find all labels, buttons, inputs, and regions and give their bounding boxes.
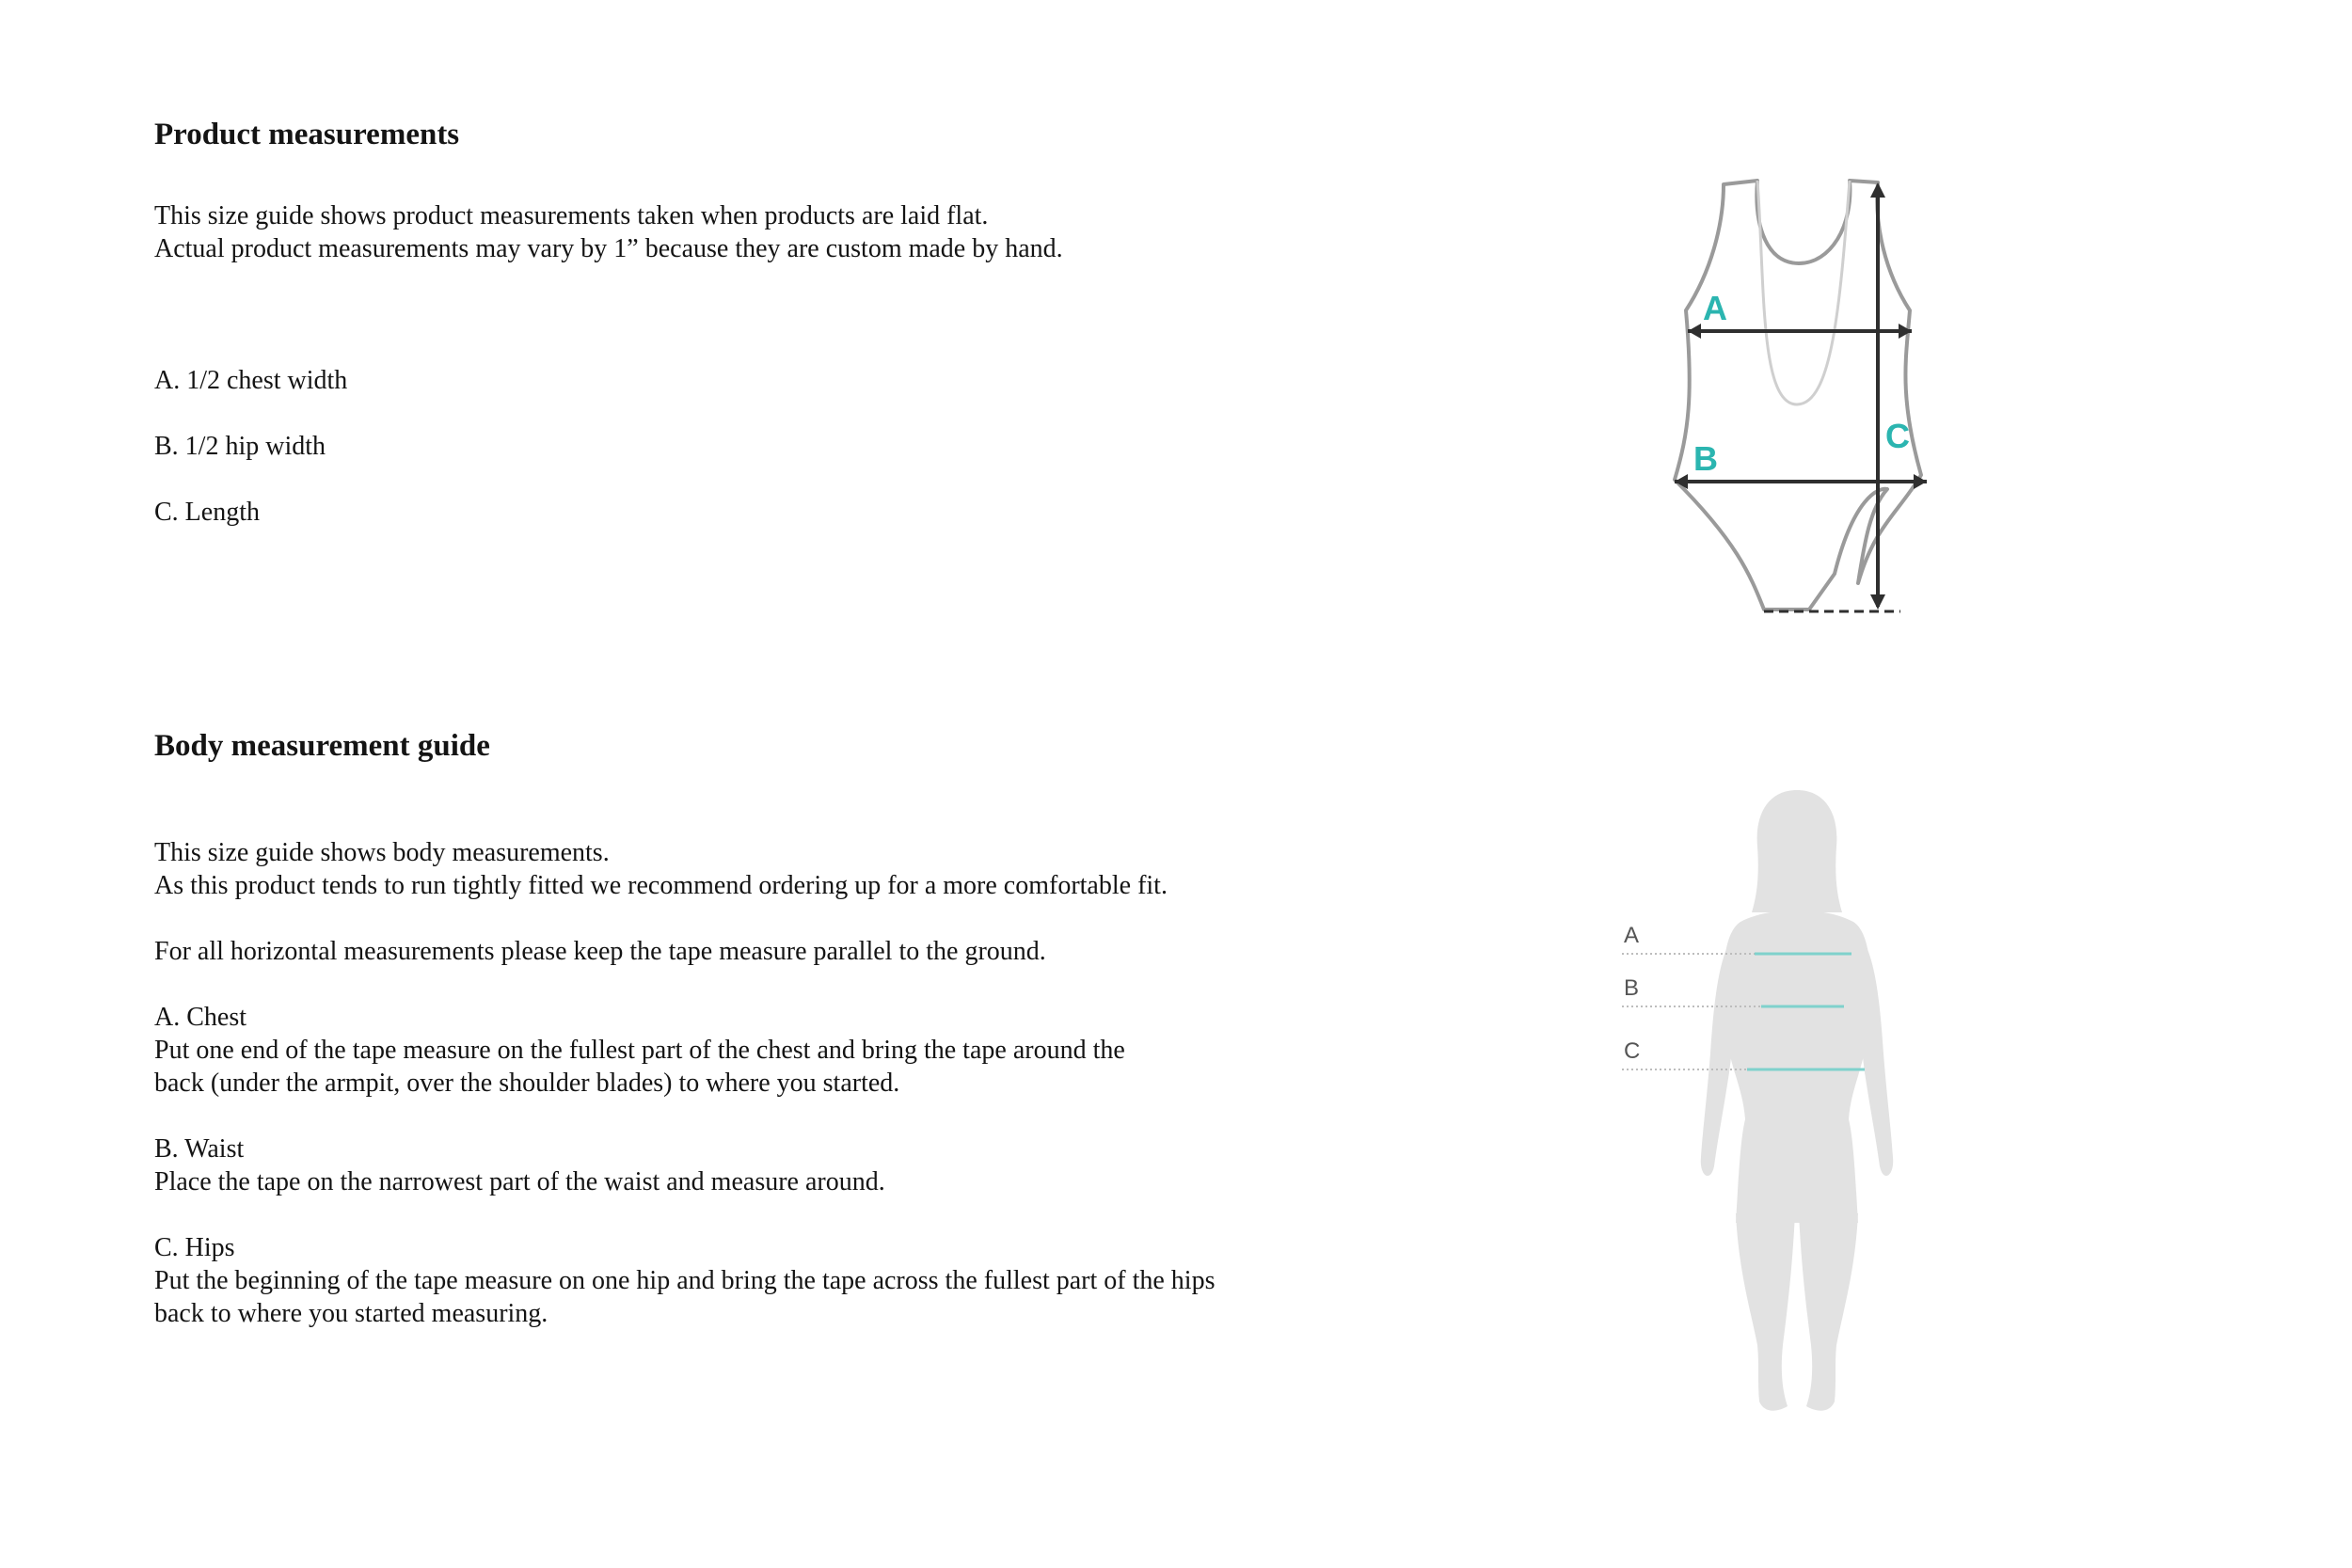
figure-right-leg	[1799, 1213, 1858, 1411]
diagram-letter-c: C	[1885, 417, 1910, 455]
figure-letter-b: B	[1624, 975, 1640, 1001]
figure-letter-c: C	[1624, 1038, 1641, 1064]
hips-line: Put the beginning of the tape measure on one hip and bring the tape across the fullest part of the hips	[154, 1266, 1216, 1295]
body-measurement-guide-title: Body measurement guide	[154, 729, 490, 763]
hips-line: back to where you started measuring.	[154, 1299, 548, 1328]
arrow-c-bottom-head	[1870, 594, 1885, 610]
figure-torso	[1724, 911, 1871, 1223]
hips-instructions	[154, 1231, 1215, 1330]
product-intro-line: Actual product measurements may vary by 1” because they are custom made by hand.	[154, 234, 1063, 263]
body-figure-diagram	[1599, 781, 1919, 1420]
measurement-label-hip-width: B. 1/2 hip width	[154, 432, 326, 461]
waist-line: Place the tape on the narrowest part of the waist and measure around.	[154, 1167, 885, 1196]
chest-heading: A. Chest	[154, 1003, 246, 1032]
arrow-c-top-head	[1870, 182, 1885, 198]
tape-measure-note: For all horizontal measurements please keep the tape measure parallel to the ground.	[154, 937, 1046, 966]
waist-instructions	[154, 1132, 885, 1198]
swimsuit-measurement-diagram	[1656, 169, 1957, 621]
body-intro-text	[154, 836, 1168, 902]
swimsuit-back-scoop	[1757, 181, 1850, 404]
chest-instructions	[154, 1001, 1125, 1100]
diagram-letter-a: A	[1703, 289, 1727, 327]
waist-heading: B. Waist	[154, 1134, 245, 1164]
body-intro-line: As this product tends to run tightly fitted we recommend ordering up for a more comfortable fit.	[154, 871, 1168, 900]
hips-heading: C. Hips	[154, 1233, 235, 1262]
product-intro-text	[154, 199, 1063, 265]
swimsuit-outline	[1675, 181, 1921, 610]
figure-letter-a: A	[1624, 923, 1640, 948]
product-measurements-title: Product measurements	[154, 118, 460, 151]
measurement-label-chest-width: A. 1/2 chest width	[154, 366, 348, 395]
chest-line: Put one end of the tape measure on the fullest part of the chest and bring the tape around the	[154, 1036, 1125, 1065]
body-intro-line: This size guide shows body measurements.	[154, 838, 610, 867]
body-silhouette	[1701, 790, 1893, 1411]
product-intro-line: This size guide shows product measurements taken when products are laid flat.	[154, 201, 989, 230]
chest-line: back (under the armpit, over the shoulder blades) to where you started.	[154, 1069, 900, 1098]
diagram-letter-b: B	[1693, 439, 1718, 478]
figure-left-leg	[1736, 1213, 1795, 1411]
measurement-label-length: C. Length	[154, 498, 260, 527]
